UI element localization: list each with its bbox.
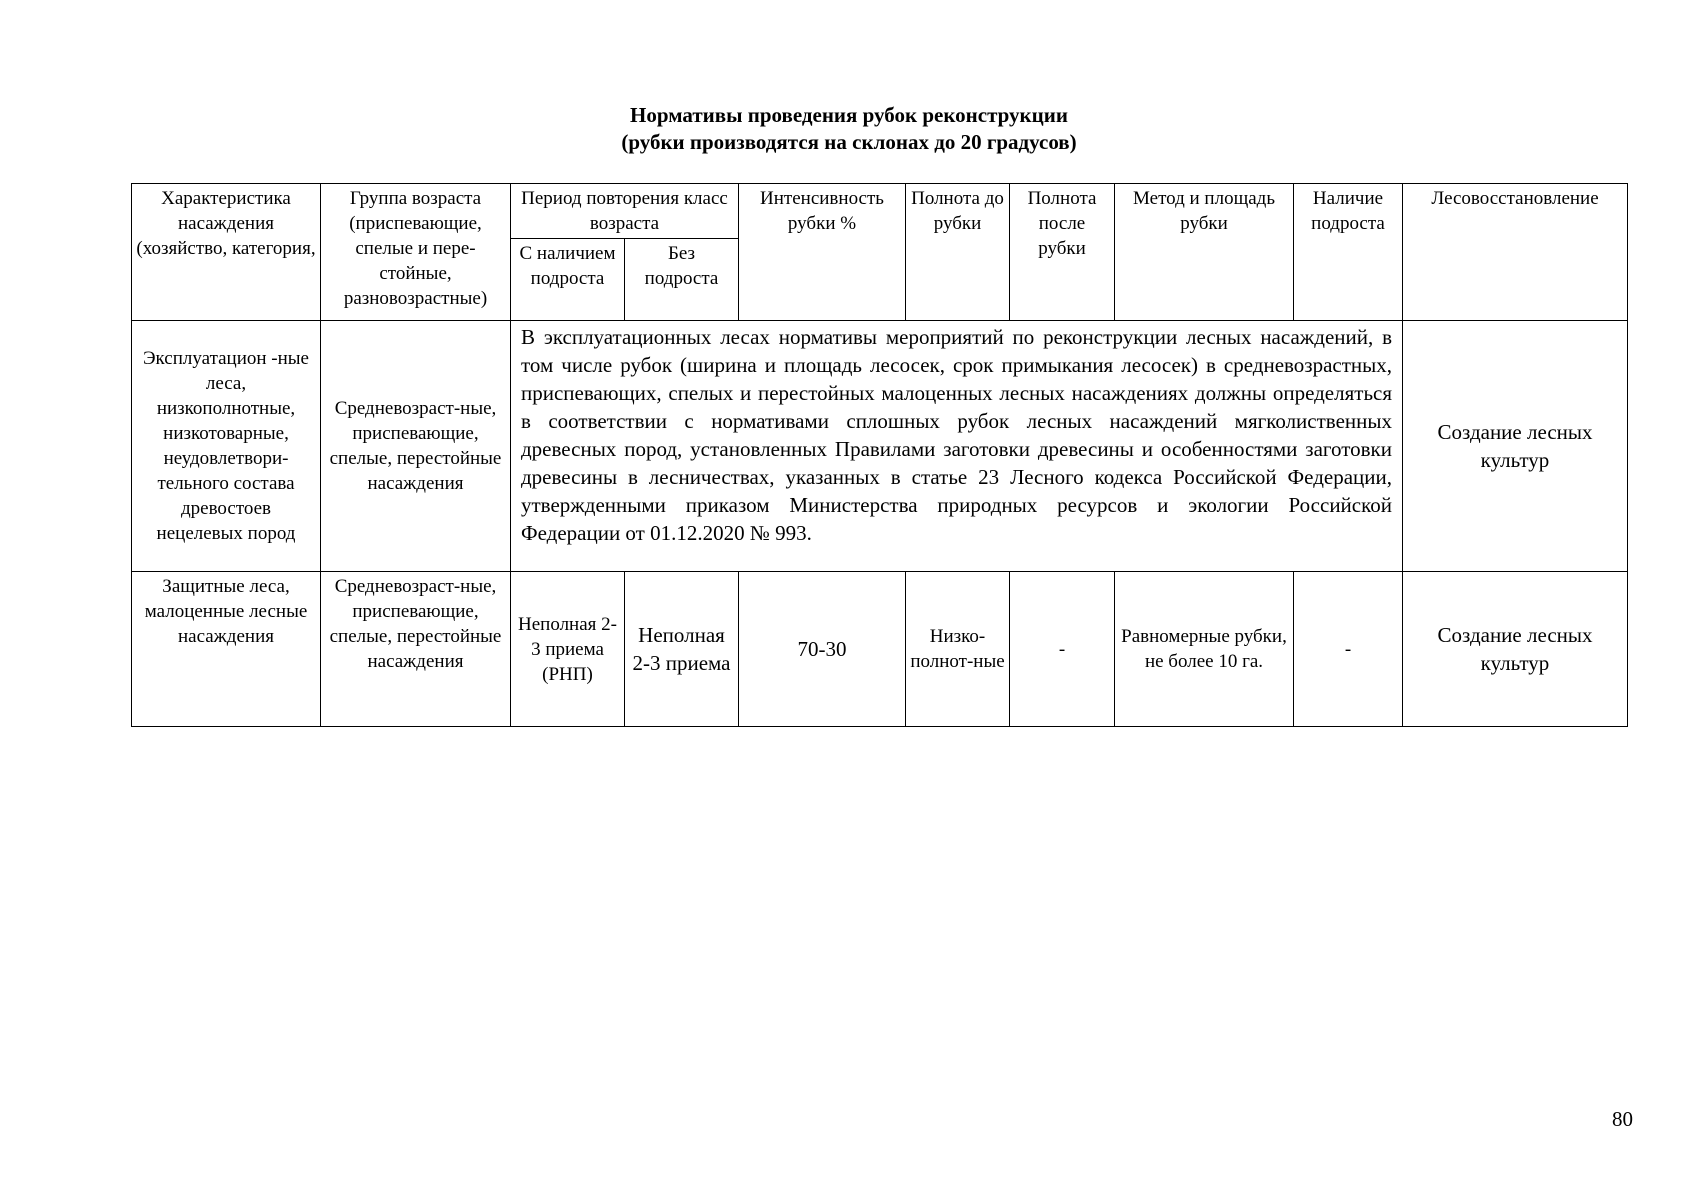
row1-note: В эксплуатационных лесах нормативы мероприятий по реконструкции лесных насаждений, в том числе рубок (ширина и площадь лесосек, срок примыкания лесосек) в средневозрастных, приспевающих, спелых и перестойных малоценных лесных насаждениях должны определяться в соответствии с нормативами сплошных рубок лесных насаждений мягколиственных древесных пород, установленных Правилами заготовки древесины и особенностями заготовки древесины в лесничествах, указанных в статье 23 Лесного кодекса Российской Федерации, утвержденными приказом Министерства природных ресурсов и экологии Российской Федерации от 01.12.2020 № 993.	[511, 321, 1403, 572]
header-period: Период повторения класс возраста	[511, 184, 739, 239]
row2-density-after: -	[1010, 572, 1115, 727]
header-reforestation: Лесовосстановление	[1403, 184, 1628, 321]
row2-characteristic: Защитные леса, малоценные лесные насаждения	[132, 572, 321, 727]
row2-age-group: Средневозраст-ные, приспевающие, спелые, перестойные насаждения	[321, 572, 511, 727]
row2-period-without-undergrowth: Неполная 2-3 приема	[625, 572, 739, 727]
title-line-1: Нормативы проведения рубок реконструкции	[630, 103, 1068, 127]
header-period-with-undergrowth: С наличием подроста	[511, 239, 625, 321]
header-density-after: Полнота после рубки	[1010, 184, 1115, 321]
header-undergrowth: Наличие подроста	[1294, 184, 1403, 321]
header-method: Метод и площадь рубки	[1115, 184, 1294, 321]
row1-reforestation: Создание лесных культур	[1403, 321, 1628, 572]
row2-undergrowth: -	[1294, 572, 1403, 727]
table-header-row	[132, 184, 1628, 239]
row2-density-before: Низко-полнот-ные	[906, 572, 1010, 727]
table-row	[132, 321, 1628, 572]
header-period-without-undergrowth: Без подроста	[625, 239, 739, 321]
table-row	[132, 572, 1628, 727]
row1-age-group: Средневозраст-ные, приспевающие, спелые, перестойные насаждения	[321, 321, 511, 572]
row2-reforestation: Создание лесных культур	[1403, 572, 1628, 727]
row2-period-with-undergrowth: Неполная 2-3 приема (РНП)	[511, 572, 625, 727]
header-age-group: Группа возраста (приспевающие, спелые и пере-стойные, разновозрастные)	[321, 184, 511, 321]
row1-characteristic: Эксплуатацион -ные леса, низкополнотные, низкотоварные, неудовлетвори-тельного состава древостоев нецелевых пород	[132, 321, 321, 572]
row2-intensity: 70-30	[739, 572, 906, 727]
page-number: 80	[1612, 1107, 1633, 1131]
row2-method: Равномерные рубки, не более 10 га.	[1115, 572, 1294, 727]
header-characteristic: Характеристика насаждения (хозяйство, категория,	[132, 184, 321, 321]
document-title	[0, 102, 1698, 156]
norms-table	[131, 183, 1628, 727]
title-line-2: (рубки производятся на склонах до 20 градусов)	[621, 130, 1077, 154]
header-intensity: Интенсивность рубки %	[739, 184, 906, 321]
header-density-before: Полнота до рубки	[906, 184, 1010, 321]
